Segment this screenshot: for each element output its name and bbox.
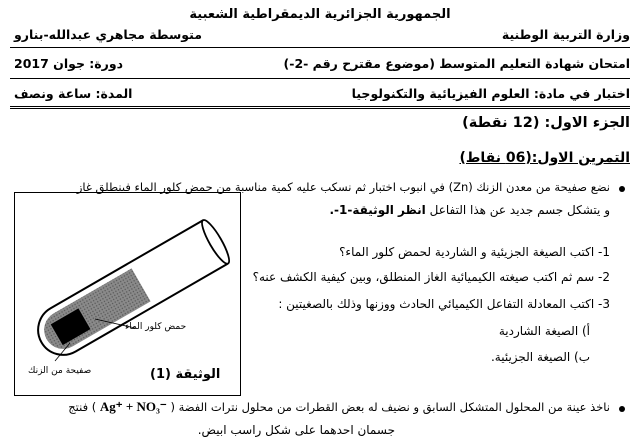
last-line-1 — [68, 399, 610, 415]
bullet-point-2 — [619, 406, 625, 412]
document-reference: انظر الوثيقة-1-. — [329, 203, 426, 217]
question-3: 3- اكتب المعادلة التفاعل الكيميائي الحادث ووزنها وذلك بالصغيتين : — [278, 297, 610, 311]
question-1: 1- اكتب الصيغة الجزيئية و الشاردية لحمض كلور الماء؟ — [339, 245, 610, 259]
figure-caption: الوثيقة (1) — [150, 367, 221, 382]
exam-title: امتحان شهادة التعليم المتوسط (موضوع مقترح رقم -2-) — [283, 56, 630, 71]
question-3b: ب) الصيغة الجزيئية. — [490, 350, 590, 364]
question-2: 2- سم ثم اكتب صيغته الكيميائية الغاز المنطلق، وبين كيفية الكشف عنه؟ — [252, 270, 610, 284]
figure-label-acid: حمض كلور الماء — [125, 322, 187, 332]
figure-label-zinc: صفيحة من الزنك — [28, 366, 92, 376]
question-3a: أ) الصيغة الشاردية — [498, 324, 590, 338]
school-label: متوسطة مجاهري عبدالله-بنارو — [14, 27, 202, 42]
header-divider-3 — [10, 106, 630, 109]
silver-nitrate-formula: Ag⁺ + NO₃⁻ — [99, 399, 167, 414]
test-tube-illustration — [15, 193, 238, 393]
intro-line-1: نضع صفيحة من معدن الزنك (Zn) في انبوب اختبار ثم نسكب عليه كمية مناسبة من حمض كلور الماء فينطلق غاز — [76, 180, 610, 194]
bullet-point — [619, 186, 625, 192]
part-title: الجزء الاول: (12 نقطة) — [462, 115, 630, 131]
last-line-1-pre: ناخذ عينة من المحلول المتشكل السابق و نضيف له بعض القطرات من محلول نترات الفضة ( — [170, 400, 610, 414]
duration-label: المدة: ساعة ونصف — [14, 86, 133, 101]
republic-title: الجمهورية الجزائرية الديمقراطية الشعبية — [189, 7, 451, 22]
header-divider-1 — [10, 47, 630, 48]
intro-line-2 — [329, 203, 610, 217]
exercise-title: التمرين الاول:(06 نقاط) — [459, 150, 630, 166]
header-divider-2 — [10, 78, 630, 79]
last-line-2: جسمان احدهما على شكل راسب ابيض. — [197, 423, 395, 437]
last-line-1-post: ) فنتج — [68, 400, 97, 414]
session-label: دورة: جوان 2017 — [14, 56, 124, 71]
subject-label: اختبار في مادة: العلوم الفيزيائية والتكنولوجيا — [351, 86, 630, 101]
ministry-label: وزارة التربية الوطنية — [501, 27, 630, 42]
intro-line-2-text: و يتشكل جسم جديد عن هذا التفاعل — [429, 203, 610, 217]
